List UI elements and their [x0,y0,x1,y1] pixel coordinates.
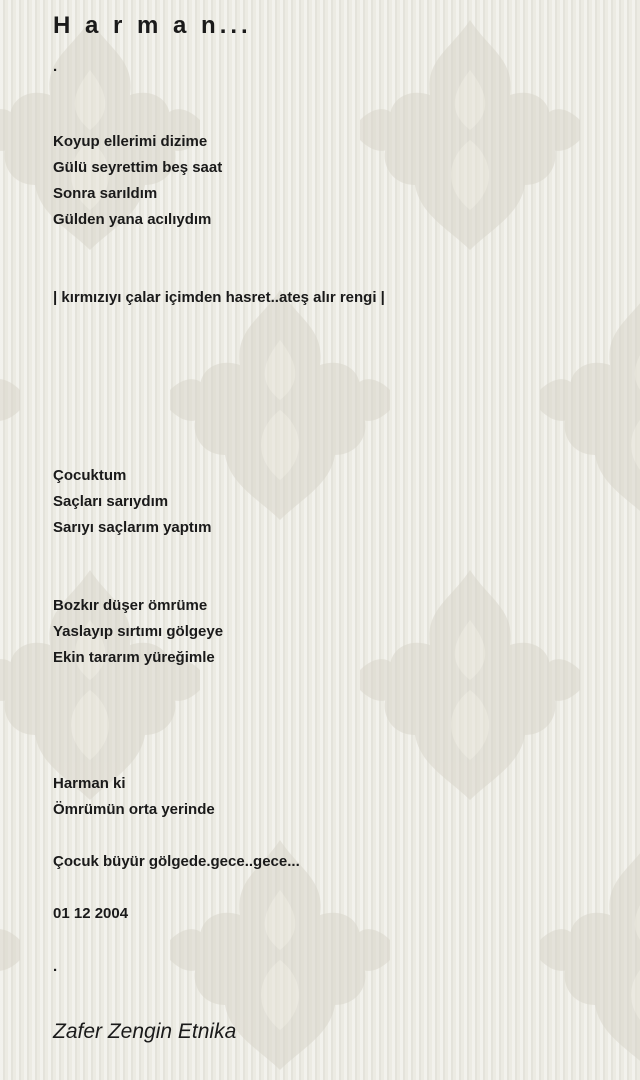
poem-line: Ekin tararım yüreğimle [53,649,215,666]
poem-line: Gülü seyrettim beş saat [53,159,223,176]
poem-line: Çocuktum [53,467,127,484]
poem-line: Gülden yana acılıydım [53,211,212,228]
poem-line: Saçları sarıydım [53,493,169,510]
poem-line: Sonra sarıldım [53,185,158,202]
poem-line: Koyup ellerimi dizime [53,133,208,150]
poem-line: Ömrümün orta yerinde [53,801,215,818]
poem-author: Zafer Zengin Etnika [53,1020,237,1043]
poem-line: Sarıyı saçlarım yaptım [53,519,212,536]
poem-line: | kırmızıyı çalar içimden hasret..ateş alır rengi | [53,289,385,306]
poem-line: Yaslayıp sırtımı gölgeye [53,623,224,640]
poem-line: . [53,58,58,75]
poem-line: . [53,958,58,975]
poem-line: Çocuk büyür gölgede.gece..gece... [53,853,300,870]
poem-date: 01 12 2004 [53,905,129,922]
poem-line: Harman ki [53,775,126,792]
poem-line: Bozkır düşer ömrüme [53,597,208,614]
poem-title: H a r m a n... [53,12,252,39]
